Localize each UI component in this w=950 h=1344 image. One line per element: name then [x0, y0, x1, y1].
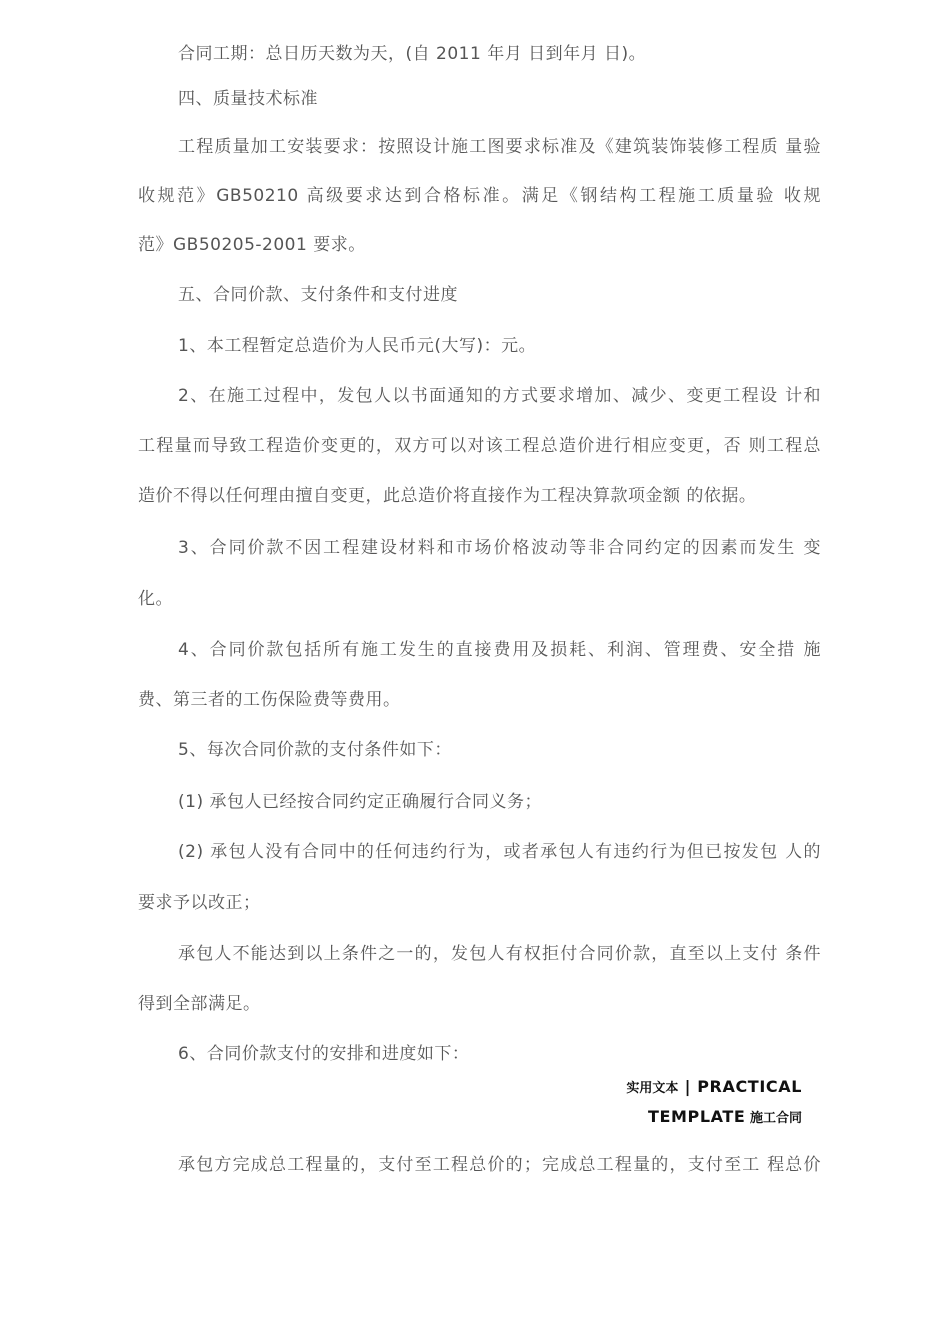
watermark-contract-cn: 施工合同 — [745, 1111, 802, 1126]
quality-requirement-line: 收规范》GB50210 高级要求达到合格标准。满足《钢结构工程施工质量验 收规 — [138, 186, 821, 206]
section-five-heading: 五、合同价款、支付条件和支付进度 — [178, 285, 458, 305]
condition-2-line: (2) 承包人没有合同中的任何违约行为，或者承包人有违约行为但已按发包 人的 — [178, 842, 821, 862]
clause-2-line: 造价不得以任何理由擅自变更，此总造价将直接作为工程决算款项金额 的依据。 — [138, 486, 757, 506]
clause-2-line: 2、在施工过程中，发包人以书面通知的方式要求增加、减少、变更工程设 计和 — [178, 386, 821, 406]
refusal-clause-line: 得到全部满足。 — [138, 994, 261, 1014]
template-watermark — [648, 1107, 802, 1126]
watermark-separator: | — [678, 1077, 698, 1096]
payment-schedule-line: 承包方完成总工程量的，支付至工程总价的；完成总工程量的，支付至工 程总价 — [178, 1155, 821, 1175]
watermark-practical: PRACTICAL — [697, 1077, 802, 1096]
quality-requirement-line: 工程质量加工安装要求：按照设计施工图要求标准及《建筑装饰装修工程质 量验 — [178, 137, 821, 157]
watermark-label-cn: 实用文本 — [626, 1081, 679, 1096]
section-four-heading: 四、质量技术标准 — [178, 89, 318, 109]
condition-1-line: (1) 承包人已经按合同约定正确履行合同义务； — [178, 792, 542, 812]
clause-1-line: 1、本工程暂定总造价为人民币元(大写)：元。 — [178, 336, 537, 356]
clause-6-line: 6、合同价款支付的安排和进度如下： — [178, 1044, 470, 1064]
clause-3-line: 3、合同价款不因工程建设材料和市场价格波动等非合同约定的因素而发生 变 — [178, 538, 821, 558]
watermark-template: TEMPLATE — [647, 1107, 746, 1126]
template-watermark — [626, 1077, 802, 1096]
clause-3-line: 化。 — [138, 589, 173, 609]
quality-requirement-line: 范》GB50205-2001 要求。 — [138, 235, 366, 255]
refusal-clause-line: 承包人不能达到以上条件之一的，发包人有权拒付合同价款，直至以上支付 条件 — [178, 944, 821, 964]
condition-2-line: 要求予以改正； — [138, 893, 261, 913]
clause-5-line: 5、每次合同价款的支付条件如下： — [178, 740, 452, 760]
clause-4-line: 4、合同价款包括所有施工发生的直接费用及损耗、利润、管理费、安全措 施 — [178, 640, 821, 660]
clause-2-line: 工程量而导致工程造价变更的，双方可以对该工程总造价进行相应变更，否 则工程总 — [138, 436, 821, 456]
clause-4-line: 费、第三者的工伤保险费等费用。 — [138, 690, 401, 710]
contract-period-line: 合同工期：总日历天数为天，(自 2011 年月 日到年月 日)。 — [178, 44, 647, 64]
